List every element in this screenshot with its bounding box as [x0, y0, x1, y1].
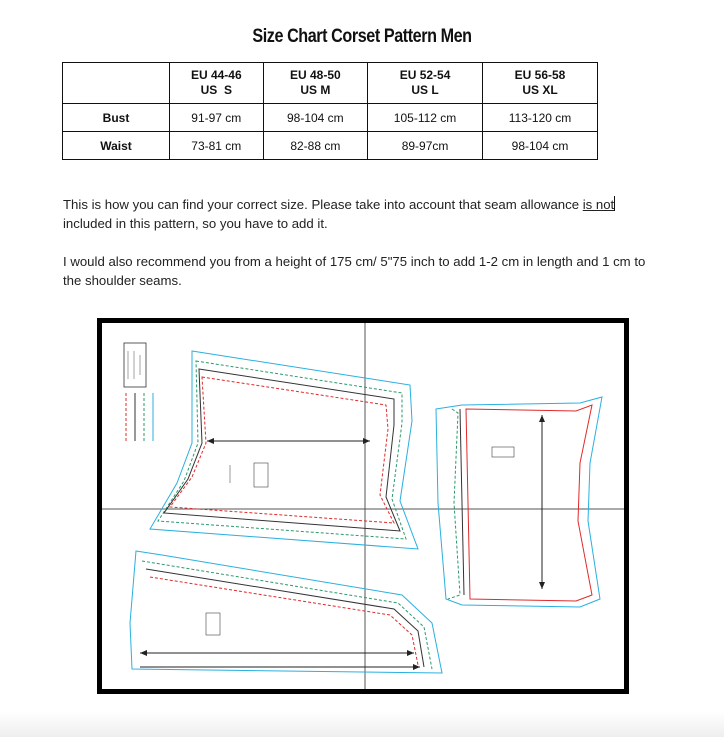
text-cursor — [614, 196, 615, 211]
legend-box — [124, 343, 146, 387]
header-us: US M — [300, 83, 331, 97]
height-recommendation-paragraph: I would also recommend you from a height of 175 cm/ 5"75 inch to add 1-2 cm in length and 1 cm to the shoulder seams. — [63, 254, 646, 288]
header-eu: EU 52-54 — [399, 68, 451, 82]
grain-arrow — [407, 650, 414, 656]
piece-label — [206, 613, 220, 635]
underlined-text: is not — [582, 197, 615, 212]
piece-side-l — [146, 569, 424, 667]
row-label: Waist — [63, 132, 170, 160]
table-header-cell — [368, 63, 483, 104]
grain-arrow — [140, 650, 147, 656]
pattern-drawing — [102, 323, 624, 689]
row-label: Bust — [63, 104, 170, 132]
grain-arrow — [413, 664, 420, 670]
table-header-row — [63, 63, 598, 104]
paragraph-text: This is how you can find your correct size. Please take into account that seam allowance — [63, 197, 583, 212]
piece-front-xl — [150, 351, 418, 549]
table-header-cell — [170, 63, 264, 104]
piece-back-m — [448, 409, 460, 599]
grain-arrow — [539, 415, 545, 422]
table-corner-cell — [63, 63, 170, 104]
table-cell: 91-97 cm — [170, 104, 264, 132]
piece-back-s — [466, 405, 592, 601]
header-us: US L — [411, 83, 439, 97]
piece-front-m — [158, 361, 406, 539]
paragraph-text: included in this pattern, so you have to add it. — [63, 216, 328, 231]
sewing-pattern-image — [97, 318, 629, 694]
page-bottom-shadow — [0, 712, 724, 737]
table-cell: 113-120 cm — [483, 104, 598, 132]
header-eu: EU 56-58 — [514, 68, 566, 82]
header-eu: EU 44-46 — [190, 68, 242, 82]
header-eu: EU 48-50 — [289, 68, 341, 82]
header-us: US S — [200, 83, 232, 97]
piece-label — [492, 447, 514, 457]
table-cell: 82-88 cm — [263, 132, 367, 160]
piece-back-l — [460, 409, 464, 595]
table-cell: 98-104 cm — [483, 132, 598, 160]
table-cell: 105-112 cm — [368, 104, 483, 132]
table-header-cell — [263, 63, 367, 104]
size-chart-table — [62, 62, 598, 160]
grain-arrow — [207, 438, 214, 444]
table-header-cell — [483, 63, 598, 104]
page-title: Size Chart Corset Pattern Men — [252, 26, 472, 47]
header-us: US XL — [522, 83, 558, 97]
table-cell: 73-81 cm — [170, 132, 264, 160]
grain-arrow — [539, 582, 545, 589]
grain-arrow — [363, 438, 370, 444]
piece-side-xl — [130, 551, 442, 673]
table-cell: 89-97cm — [368, 132, 483, 160]
piece-label — [254, 463, 268, 487]
table-row — [63, 132, 598, 160]
table-row — [63, 104, 598, 132]
size-instructions-paragraph — [63, 195, 663, 233]
table-cell: 98-104 cm — [263, 104, 367, 132]
piece-front-s — [170, 377, 394, 523]
piece-side-s — [150, 577, 418, 665]
